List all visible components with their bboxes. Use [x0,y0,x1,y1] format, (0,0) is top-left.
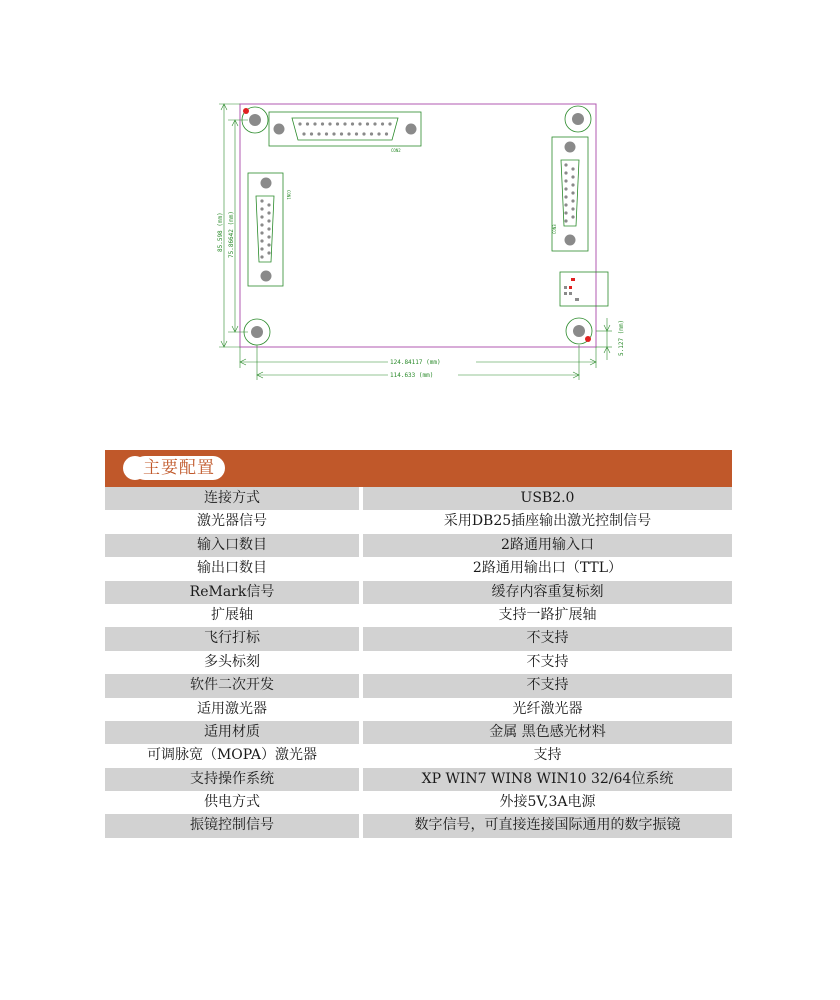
reference-marker [585,336,591,342]
connector-pin [260,255,263,258]
spec-row [105,744,732,767]
spec-label: 适用激光器 [197,700,267,717]
connector-pin [373,122,376,125]
connector-pin [370,132,373,135]
spec-value: 不支持 [363,674,732,697]
connector-pin [306,122,309,125]
connector-pin [347,132,350,135]
spec-title: 主要配置 [133,456,225,480]
spec-row [105,814,732,837]
spec-label: 可调脉宽（MOPA）激光器 [146,747,318,764]
spec-label: 供电方式 [204,794,260,811]
connector-pin [260,199,263,202]
db15-connector-right [552,137,588,251]
connector-pin [564,203,567,206]
connector-pin [267,211,270,214]
connector-label-right: CON3 [552,224,557,234]
connector-pin [336,122,339,125]
spec-row [105,698,732,721]
spec-table [105,450,732,838]
spec-row [105,487,732,510]
connector-pin [302,132,305,135]
spec-label: 输出口数目 [197,560,267,577]
dimension-inner-height-label: 75.86642 (mm) [228,211,235,258]
connector-pin [377,132,380,135]
connector-pin [328,122,331,125]
spec-label: 支持操作系统 [105,768,359,791]
origin-marker [243,108,249,114]
spec-value: 采用DB25插座输出激光控制信号 [443,513,652,530]
connector-pin [343,122,346,125]
spec-row [105,651,732,674]
spec-row [105,627,732,650]
spec-row [105,604,732,627]
connector-pin [340,132,343,135]
connector-pin [298,122,301,125]
dimension-outer-height-label: 85.598 (mm) [217,212,224,252]
connector-pin [381,122,384,125]
connector-pin [332,132,335,135]
spec-value: 缓存内容重复标刻 [363,581,732,604]
connector-pin [571,167,574,170]
connector-pin [564,219,567,222]
board-outline [240,104,596,347]
spec-label: ReMark信号 [105,581,359,604]
connector-pin [260,239,263,242]
connector-pin [358,122,361,125]
connector-pin [310,132,313,135]
connector-pin [564,163,567,166]
connector-label-top: CON2 [391,148,401,153]
connector-pin [260,207,263,210]
connector-pin [260,231,263,234]
connector-pin [267,219,270,222]
spec-label: 扩展轴 [211,606,253,623]
connector-pin [388,122,391,125]
spec-label: 连接方式 [105,487,359,510]
connector-pin [564,171,567,174]
spec-label: 软件二次开发 [105,674,359,697]
connector-pin [571,175,574,178]
spec-value: XP WIN7 WIN8 WIN10 32/64位系统 [363,768,732,791]
board-drawing [0,0,840,420]
spec-label: 适用材质 [105,721,359,744]
connector-pin [260,223,263,226]
spec-row [105,510,732,533]
connector-pin [564,187,567,190]
connector-pin [571,183,574,186]
spec-label: 激光器信号 [197,513,267,530]
spec-label: 飞行打标 [105,627,359,650]
connector-pin [564,179,567,182]
spec-row [105,791,732,814]
spec-row [105,557,732,580]
connector-pin [385,132,388,135]
connector-label-left: CON1 [286,190,291,200]
dimension-outer-width-label: 124.84117 (mm) [390,359,441,366]
spec-value: 不支持 [526,653,569,670]
connector-pin [355,132,358,135]
spec-value: 金属 黑色感光材料 [363,721,732,744]
connector-pin [267,203,270,206]
connector-pin [571,191,574,194]
connector-pin [351,122,354,125]
spec-value: 支持一路扩展轴 [498,606,597,623]
db25-connector-top [269,112,421,153]
spec-value: 2路通用输出口（TTL） [472,560,623,577]
spec-row [105,674,732,697]
connector-pin [267,251,270,254]
spec-row [105,581,732,604]
connector-pin [267,227,270,230]
spec-value: USB2.0 [363,487,732,510]
dimension-corner-offset-label: 5.127 (mm) [618,319,625,356]
spec-value: 支持 [533,747,562,764]
usb-connector [560,272,608,306]
spec-row [105,768,732,791]
spec-rows [105,487,732,838]
connector-pin [317,132,320,135]
spec-value: 2路通用输入口 [363,534,732,557]
connector-pin [260,215,263,218]
mounting-hole-top-right [565,106,591,132]
spec-header [105,450,732,487]
spec-row [105,721,732,744]
connector-pin [571,215,574,218]
db15-connector-left [248,173,291,286]
connector-pin [313,122,316,125]
connector-pin [267,243,270,246]
spec-label: 振镜控制信号 [105,814,359,837]
spec-value: 光纤激光器 [512,700,583,717]
connector-pin [362,132,365,135]
spec-row [105,534,732,557]
connector-pin [366,122,369,125]
connector-pin [564,211,567,214]
dimension-corner-offset [596,318,612,360]
spec-label: 多头标刻 [204,653,260,670]
connector-pin [260,247,263,250]
connector-pin [564,195,567,198]
spec-value: 数字信号，可直接连接国际通用的数字振镜 [363,814,732,837]
spec-value: 不支持 [363,627,732,650]
spec-label: 输入口数目 [105,534,359,557]
connector-pin [321,122,324,125]
dimension-inner-width-label: 114.633 (mm) [390,372,434,379]
spec-value: 外接5V,3A电源 [499,794,596,811]
connector-pin [571,199,574,202]
connector-pin [325,132,328,135]
connector-pin [267,235,270,238]
connector-pin [571,207,574,210]
